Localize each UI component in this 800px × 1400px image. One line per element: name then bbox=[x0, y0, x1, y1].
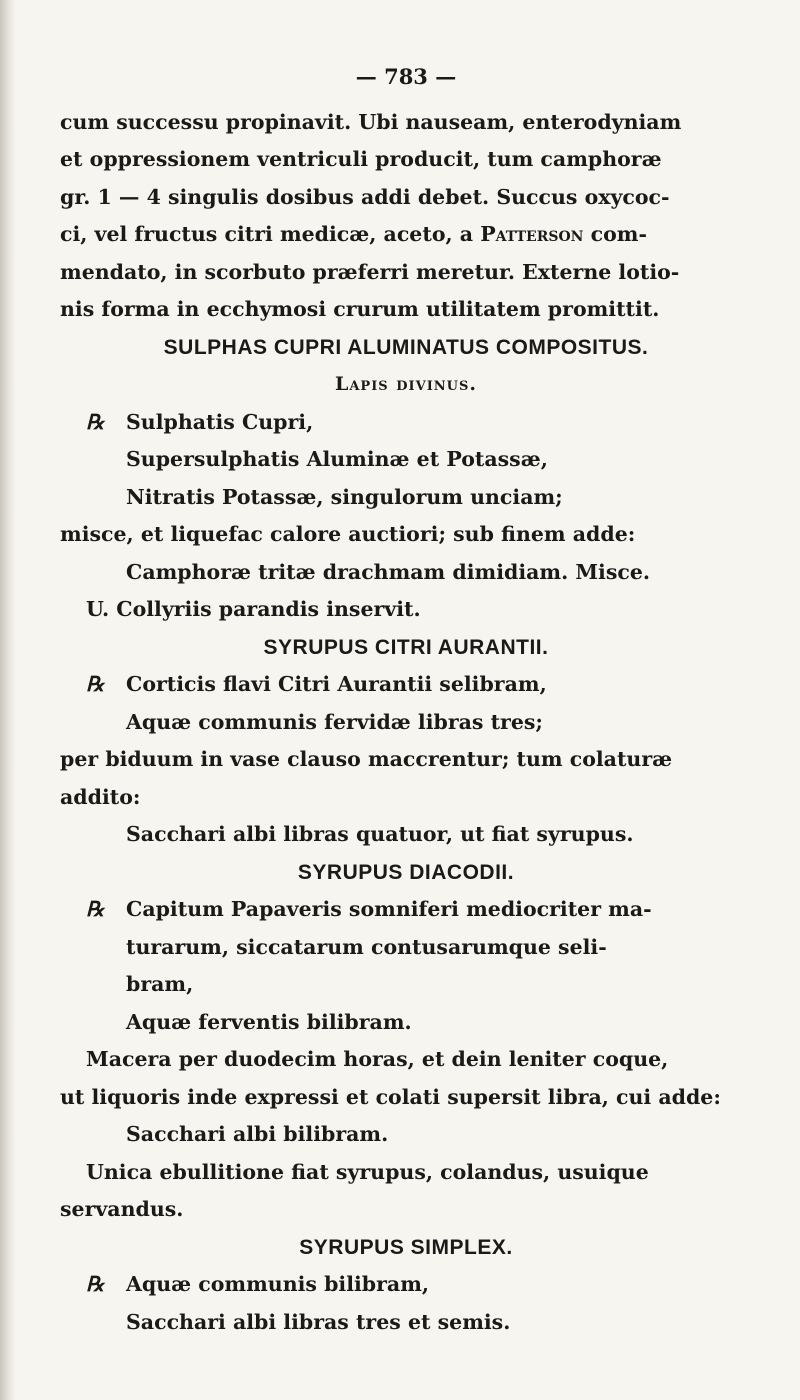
text-line: Macera per duodecim horas, et dein leniter coque, bbox=[86, 1047, 669, 1071]
text-line: Nitratis Potassæ, singulorum unciam; bbox=[126, 484, 563, 509]
text-line: Aquæ communis fervidæ libras tres; bbox=[126, 709, 543, 734]
text-fragment: Corticis flavi Citri Aurantii selibram, bbox=[126, 672, 547, 696]
text-line: servandus. bbox=[60, 1197, 184, 1221]
section-title: SYRUPUS SIMPLEX. bbox=[299, 1235, 513, 1259]
section-title: SYRUPUS CITRI AURANTII. bbox=[263, 635, 549, 659]
text-line bbox=[60, 404, 752, 442]
text-line: gr. 1 — 4 singulis dosibus addi debet. Succus oxycoc- bbox=[60, 184, 670, 209]
recipe-symbol: ℞ bbox=[86, 1272, 105, 1296]
text-fragment: Sulphatis Cupri, bbox=[126, 409, 314, 434]
text-line: mendato, in scorbuto præferri meretur. Externe lotio- bbox=[60, 259, 680, 284]
recipe-section bbox=[60, 854, 752, 1229]
text-fragment: com- bbox=[583, 222, 647, 246]
text-line: Unica ebullitione fiat syrupus, colandus, usuique bbox=[86, 1159, 649, 1184]
recipe-section bbox=[60, 329, 752, 629]
text-fragment: Aquæ communis bilibram, bbox=[126, 1272, 430, 1296]
text-line: addito: bbox=[60, 784, 141, 809]
text-line: Camphoræ tritæ drachmam dimidiam. Misce. bbox=[126, 559, 651, 584]
recipe-section bbox=[60, 629, 752, 854]
text-line: Aquæ ferventis bilibram. bbox=[126, 1009, 412, 1034]
text-line bbox=[60, 216, 752, 254]
text-line: misce, et liquefac calore auctiori; sub finem adde: bbox=[60, 522, 636, 546]
recipe-sections bbox=[60, 329, 752, 1342]
text-line: nis forma in ecchymosi crurum utilitatem promittit. bbox=[60, 297, 660, 321]
text-line: per biduum in vase clauso maccrentur; tum colaturæ bbox=[60, 747, 673, 771]
book-page bbox=[60, 58, 752, 1341]
text-line: Sacchari albi bilibram. bbox=[126, 1122, 389, 1146]
text-line: ut liquoris inde expressi et colati supersit libra, cui adde: bbox=[60, 1084, 721, 1109]
section-title: SYRUPUS DIACODII. bbox=[297, 860, 515, 884]
recipe-symbol: ℞ bbox=[86, 897, 105, 921]
intro-paragraph bbox=[60, 104, 752, 329]
author-name: Patterson bbox=[480, 222, 584, 246]
text-fragment: ci, vel fructus citri medicæ, aceto, a bbox=[60, 222, 481, 246]
text-line: turarum, siccatarum contusarumque seli- bbox=[126, 934, 607, 959]
text-line: Sacchari albi libras tres et semis. bbox=[126, 1309, 511, 1334]
book-binding-shadow bbox=[0, 0, 16, 1400]
page-number: — 783 — bbox=[355, 64, 457, 89]
recipe-symbol: ℞ bbox=[86, 672, 105, 696]
recipe-symbol: ℞ bbox=[86, 409, 105, 434]
text-line: bram, bbox=[126, 972, 194, 996]
recipe-section bbox=[60, 1229, 752, 1342]
text-line bbox=[60, 891, 752, 929]
section-title: SULPHAS CUPRI ALUMINATUS COMPOSITUS. bbox=[163, 335, 649, 359]
text-line: Supersulphatis Aluminæ et Potassæ, bbox=[126, 447, 548, 471]
text-line bbox=[60, 1266, 752, 1304]
text-line bbox=[60, 666, 752, 704]
text-fragment: Capitum Papaveris somniferi mediocriter ma- bbox=[126, 897, 652, 921]
text-line: U. Collyriis parandis inservit. bbox=[86, 597, 421, 621]
text-line: Sacchari albi libras quatuor, ut fiat syrupus. bbox=[126, 822, 634, 846]
text-line: et oppressionem ventriculi producit, tum camphoræ bbox=[60, 147, 662, 171]
section-subtitle: Lapis divinus. bbox=[334, 373, 478, 395]
text-line: cum successu propinavit. Ubi nauseam, enterodyniam bbox=[60, 109, 682, 134]
